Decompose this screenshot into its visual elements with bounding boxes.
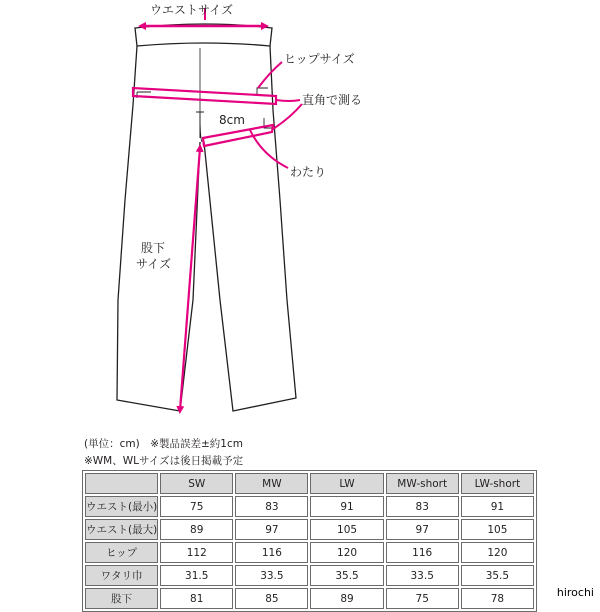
inseam-arrow: [180, 148, 200, 410]
row-header-thigh-width: ワタリ巾: [85, 565, 158, 586]
pants-outline: [117, 24, 296, 411]
hip-size-label: ヒップサイズ: [284, 52, 355, 66]
watermark-text: hirochi: [556, 586, 594, 599]
table-cell: 97: [386, 519, 459, 540]
table-cell: 89: [160, 519, 233, 540]
table-row: [85, 496, 534, 517]
left-leg-outline: [117, 46, 200, 411]
right-angle-leader-1: [276, 100, 300, 101]
eight-cm-marker: [196, 112, 204, 138]
table-row: [85, 588, 534, 609]
table-cell: 116: [235, 542, 308, 563]
table-cell: 116: [386, 542, 459, 563]
column-header-lw: LW: [310, 473, 383, 494]
table-cell: 105: [310, 519, 383, 540]
table-cell: 33.5: [386, 565, 459, 586]
table-cell: 81: [160, 588, 233, 609]
waistband: [135, 24, 272, 46]
table-cell: 120: [310, 542, 383, 563]
thigh-label: わたり: [290, 165, 327, 179]
column-header-mw-short: MW-short: [386, 473, 459, 494]
measurement-guides: [133, 8, 302, 410]
hip-band: [133, 88, 276, 104]
availability-note: ※WM、WLサイズは後日掲載予定: [84, 455, 244, 467]
table-cell: 35.5: [310, 565, 383, 586]
inseam-label-line2: サイズ: [136, 257, 172, 271]
table-header-row: [85, 473, 534, 494]
table-cell: 85: [235, 588, 308, 609]
table-cell: 33.5: [235, 565, 308, 586]
waist-size-label: ウエストサイズ: [150, 3, 234, 17]
table-cell: 97: [235, 519, 308, 540]
right-angle-leader-2: [273, 104, 302, 129]
table-cell: 83: [235, 496, 308, 517]
row-header-inseam: 股下: [85, 588, 158, 609]
column-header-sw: SW: [160, 473, 233, 494]
table-cell: 75: [160, 496, 233, 517]
table-row: [85, 519, 534, 540]
size-table: [82, 470, 537, 612]
table-cell: 35.5: [461, 565, 534, 586]
table-row: [85, 565, 534, 586]
table-row: [85, 542, 534, 563]
table-cell: 89: [310, 588, 383, 609]
row-header-waist-min: ウエスト(最小): [85, 496, 158, 517]
column-header-lw-short: LW-short: [461, 473, 534, 494]
inseam-label-line1: 股下: [141, 241, 166, 255]
table-cell: 83: [386, 496, 459, 517]
table-cell: 78: [461, 588, 534, 609]
table-cell: 112: [160, 542, 233, 563]
table-cell: 31.5: [160, 565, 233, 586]
eight-cm-label: 8cm: [219, 113, 245, 127]
table-cell: 105: [461, 519, 534, 540]
table-cell: 91: [461, 496, 534, 517]
column-header-mw: MW: [235, 473, 308, 494]
table-cell: 91: [310, 496, 383, 517]
thigh-band: [203, 125, 273, 146]
row-header-hip: ヒップ: [85, 542, 158, 563]
table-cell: 120: [461, 542, 534, 563]
unit-note: (単位：cm) ※製品誤差±約1cm: [84, 438, 243, 450]
hip-leader: [258, 62, 282, 88]
right-angle-label: 直角で測る: [302, 93, 363, 107]
table-corner-cell: [85, 473, 158, 494]
table-cell: 75: [386, 588, 459, 609]
row-header-waist-max: ウエスト(最大): [85, 519, 158, 540]
